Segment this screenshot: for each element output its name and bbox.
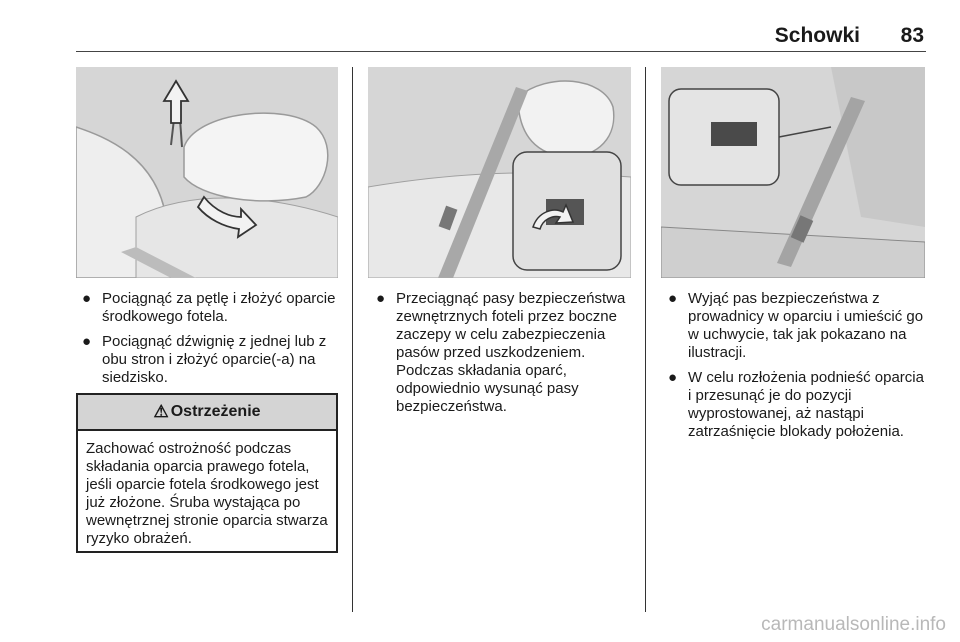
illustration-belt-side-hook — [368, 67, 631, 278]
watermark: carmanualsonline.info — [761, 614, 946, 635]
page-number: 83 — [900, 24, 924, 47]
warning-header — [78, 395, 336, 431]
bullet-icon: ● — [82, 333, 92, 350]
list-item — [80, 290, 350, 326]
list-item-text: W celu rozłożenia podnieść oparcia i przesunąć je do pozycji wyprostowanej, aż nastąpi zatrzaśnięcie blokady położenia. — [688, 369, 924, 440]
warning-triangle-icon: ⚠ — [153, 402, 169, 421]
bullet-icon: ● — [82, 290, 92, 307]
warning-title: Ostrzeżenie — [170, 403, 261, 420]
list-item — [374, 290, 636, 416]
list-item-text: Pociągnąć za pętlę i złożyć oparcie środkowego fotela. — [102, 290, 336, 325]
warning-text: Zachować ostrożność podczas składania oparcia prawego fotela, jeśli oparcie fotela środkowego jest już złożone. Śruba wystająca po wewnętrznej stronie oparcia stwarza ryzyko obrażeń. — [86, 440, 328, 547]
illustration-belt-holder — [661, 67, 925, 278]
list-item — [80, 333, 350, 387]
column-1-bullet-list — [80, 290, 350, 394]
warning-box — [76, 393, 338, 553]
list-item-text: Przeciągnąć pasy bezpieczeństwa zewnętrznych foteli przez boczne zaczepy w celu zabezpieczenia pasów przed uszkodzeniem. Podczas składania oparć, odpowiednio wysunąć pasy bezpieczeństwa. — [396, 290, 626, 415]
header-rule — [76, 51, 926, 52]
list-item — [666, 290, 930, 362]
illustration-fold-center-seat — [76, 67, 338, 278]
list-item-text: Pociągnąć dźwignię z jednej lub z obu stron i złożyć oparcie(-a) na siedzisko. — [102, 333, 327, 386]
page-header-title: Schowki — [774, 24, 860, 47]
column-divider-1 — [352, 67, 353, 612]
bullet-icon: ● — [668, 369, 678, 386]
column-2-bullet-list — [374, 290, 636, 423]
column-3-bullet-list — [666, 290, 930, 448]
bullet-icon: ● — [668, 290, 678, 307]
list-item — [666, 369, 930, 441]
bullet-icon: ● — [376, 290, 386, 307]
column-divider-2 — [645, 67, 646, 612]
list-item-text: Wyjąć pas bezpieczeństwa z prowadnicy w oparciu i umieścić go w uchwycie, tak jak pokazano na ilustracji. — [688, 290, 924, 361]
